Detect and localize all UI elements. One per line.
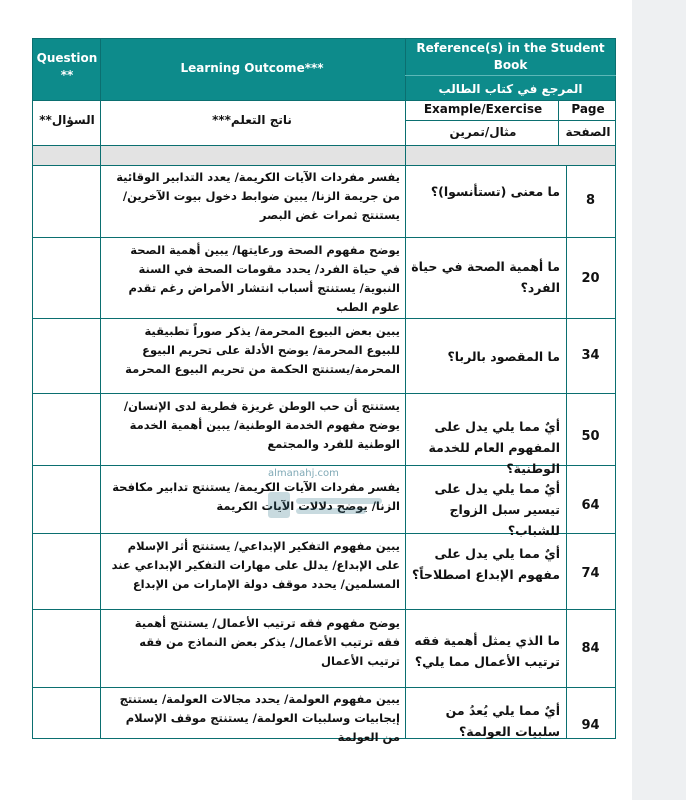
- header-outcome-ar: ناتج التعلم***: [212, 113, 292, 127]
- row-question: ما الذي يمثل أهمية فقه ترتيب الأعمال مما يلي؟: [414, 633, 560, 669]
- row-page: 50: [581, 429, 600, 444]
- row-question: ما أهمية الصحة في حياة الفرد؟: [411, 259, 560, 295]
- grid-line: [405, 38, 406, 738]
- grid-line: [32, 38, 33, 738]
- row-question: أيٌ مما يلي يدل على مفهوم الإبداع اصطلاحاً؟: [411, 546, 560, 582]
- grid-line: [100, 38, 101, 738]
- grid-line: [32, 687, 616, 688]
- grid-line: [405, 120, 616, 121]
- row-page: 8: [585, 193, 596, 208]
- grid-line: [405, 75, 616, 76]
- row-outcome: يستنتج أن حب الوطن غريزة فطرية لدى الإنسان/ يوضح مفهوم الخدمة الوطنية/ يبين أهمية الخدمة الوطنية للفرد والمجتمع: [123, 399, 400, 451]
- watermark-text: almanahj.com: [268, 468, 339, 479]
- row-question: أيٌ مما يلي يدل على المفهوم العام للخدمة الوطنية؟: [428, 419, 560, 476]
- grid-line: [32, 318, 616, 319]
- header-example-ar: مثال/تمرين: [449, 125, 517, 139]
- row-page: 74: [581, 566, 600, 581]
- row-outcome: يوضح مفهوم فقه ترتيب الأعمال/ يستنتج أهمية فقه ترتيب الأعمال/ يذكر بعض النماذج من فقه ترتيب الأعمال: [134, 616, 400, 668]
- row-page: 84: [581, 641, 600, 656]
- row-question: ما المقصود بالربا؟: [447, 349, 560, 364]
- row-question: أيٌ مما يلي يدل على تيسير سبل الزواج للشباب؟: [434, 481, 560, 538]
- header-reference-ar: المرجع في كتاب الطالب: [438, 82, 583, 96]
- grid-line: [32, 38, 616, 39]
- grid-line: [32, 100, 616, 101]
- header-question-en: Question **: [36, 51, 98, 82]
- grid-line: [558, 100, 559, 145]
- row-outcome: يوضح مفهوم الصحة ورعايتها/ يبين أهمية الصحة في حياة الفرد/ يحدد مقومات الصحة في السنة النبوية/ يستنتج أسباب انتشار الأمراض رغم تقدم علوم الطب: [128, 243, 400, 314]
- row-question: ما معنى (تستأنسوا)؟: [430, 184, 560, 199]
- row-outcome: يفسر مفردات الآيات الكريمة/ يعدد التدابير الوقائية من جريمة الزنا/ يبين ضوابط دخول بيوت الآخرين/ يستنتج ثمرات غض البصر: [116, 170, 400, 222]
- row-outcome: يبين مفهوم العولمة/ يحدد مجالات العولمة/ يستنتج إيجابيات وسلبيات العولمة/ يستنتج موقف الإسلام من العولمة: [119, 692, 400, 744]
- row-outcome: يبين بعض البيوع المحرمة/ يذكر صوراً تطبيقية للبيوع المحرمة/ يوضح الأدلة على تحريم البيوع المحرمة/يستنتج الحكمة من تحريم البيوع المحرمة: [125, 324, 400, 376]
- grid-line: [32, 609, 616, 610]
- header-page-ar: الصفحة: [565, 125, 611, 139]
- grid-line: [32, 393, 616, 394]
- row-outcome: يبين مفهوم التفكير الإبداعي/ يستنتج أثر الإسلام على الإبداع/ يدلل على مهارات التفكير الإبداعي عند المسلمين/ يحدد موقف دولة الإمارات من الإبداع: [111, 539, 400, 591]
- header-reference-en: Reference(s) in the Student Book: [416, 41, 605, 72]
- row-page: 64: [581, 498, 600, 513]
- watermark-logo-icon: [266, 488, 386, 522]
- header-page-en: Page: [571, 102, 605, 116]
- row-page: 94: [581, 718, 600, 733]
- grid-line: [32, 237, 616, 238]
- separator-bar: [32, 145, 616, 165]
- grid-line: [615, 38, 616, 738]
- header-example-en: Example/Exercise: [423, 102, 543, 116]
- row-page: 20: [581, 271, 600, 286]
- row-question: أيٌ مما يلي يُعدُ من سلبيات العولمة؟: [445, 703, 560, 739]
- page-margin: [632, 0, 686, 800]
- header-question-ar: السؤال**: [39, 113, 95, 127]
- grid-line: [32, 145, 616, 146]
- row-outcome: يفسر مفردات الآيات الكريمة/ يستنتج تدابير مكافحة الزنا/ يوضح دلالات الآيات الكريمة: [112, 480, 400, 513]
- grid-line: [32, 165, 616, 166]
- row-page: 34: [581, 348, 600, 363]
- header-outcome-en: Learning Outcome***: [180, 61, 324, 75]
